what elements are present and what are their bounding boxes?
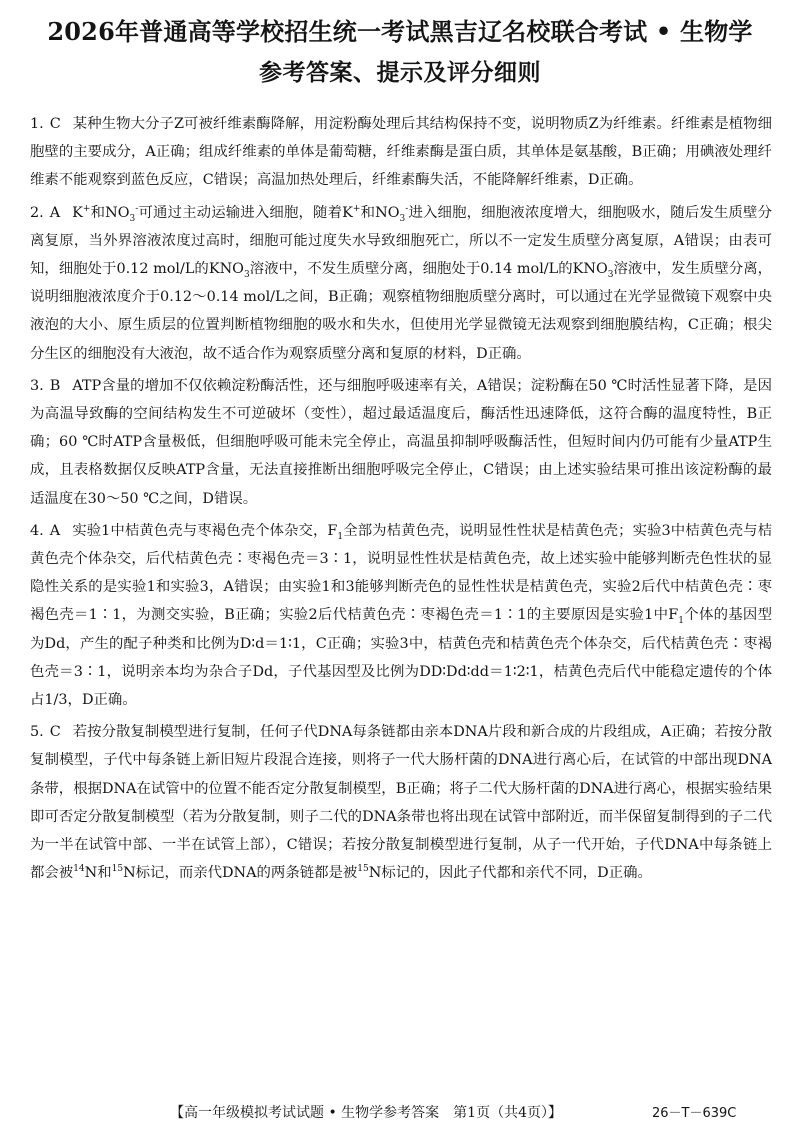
answer-letter: C bbox=[49, 116, 61, 132]
explanation-text: 溶液中，发生质壁分离，说明细胞液浓度介于0.12～0.14 mol/L之间，B正确；观察植物细胞质壁分离时，可以通过在光学显微镜下观察中央液泡的大小、原生质层的位置判断植物细胞的吸水和失水，但使用光学显微镜无法观察到细胞膜结构，C正确；根尖分生区的细胞没有大液泡，故不适合作为观察质壁分离和复原的材料，D正确。 bbox=[30, 261, 772, 362]
answer-item-1 bbox=[30, 110, 772, 195]
isotope-mass: 14 bbox=[73, 864, 85, 875]
explanation-text: 全部为桔黄色壳，说明显性性状是桔黄色壳；实验3中桔黄色壳与桔黄色壳个体杂交，后代桔黄色壳∶枣褐色壳＝3∶1，说明显性性状是桔黄色壳，故上述实验中能够判断壳色性状的显隐性关系的是实验1和实验3，A错误；由实验1和3能够判断壳色的显性性状是桔黄色壳，实验2后代中桔黄色壳∶枣褐色壳＝1∶1，为测交实验，B正确；实验2后代桔黄色壳∶枣褐色壳＝1∶1的主要原因是实验1中F bbox=[30, 522, 772, 624]
explanation-text: 可通过主动运输进入细胞，随着K bbox=[138, 204, 353, 221]
item-number: 5. bbox=[30, 724, 44, 741]
answer-item-5 bbox=[30, 718, 772, 887]
explanation-text: N标记，而亲代DNA的两条链都是被 bbox=[123, 865, 358, 882]
footer-exam-code: 26－T－639C bbox=[652, 1106, 737, 1121]
page-subtitle: 参考答案、提示及评分细则 bbox=[259, 60, 541, 86]
explanation-text: 实验1中桔黄色壳与枣褐色壳个体杂交，F bbox=[72, 522, 338, 539]
subscript: 3 bbox=[129, 213, 136, 224]
explanation-text: 进入细胞，细胞液浓度增大，细胞吸水，随后发生质壁分离复原，当外界溶液浓度过高时，细胞可能过度失水导致细胞死亡，所以不一定发生质壁分离复原，A错误；由表可知，细胞处于0.12 mol/L的KNO bbox=[30, 204, 772, 278]
isotope-mass: 15 bbox=[111, 864, 124, 875]
answer-item-4 bbox=[30, 517, 772, 714]
ion-charge: - bbox=[405, 203, 409, 214]
ion-charge: + bbox=[352, 203, 361, 214]
subscript: 3 bbox=[607, 269, 614, 280]
subscript: 3 bbox=[243, 269, 250, 280]
answer-item-3 bbox=[30, 372, 772, 513]
explanation-text: 和NO bbox=[90, 204, 130, 221]
subscript: 3 bbox=[399, 213, 406, 224]
isotope-mass: 15 bbox=[357, 864, 369, 875]
explanation-text: 若按分散复制模型进行复制，任何子代DNA每条链都由亲本DNA片段和新合成的片段组成，A正确；若按分散复制模型，子代中每条链上新旧短片段混合连接，则将子一代大肠杆菌的DNA进行离心后，在试管的中部出现DNA条带，根据DNA在试管中的位置不能否定分散复制模型，B正确；将子二代大肠杆菌的DNA进行离心，根据实验结果即可否定分散复制模型（若为分散复制，则子二代的DNA条带也将出现在试管中部附近，而半保留复制得到的子二代为一半在试管中部、一半在试管上部），C错误；若按分散复制模型进行复制，从子一代开始，子代DNA中每条链上都会被 bbox=[30, 724, 772, 882]
answer-letter: A bbox=[49, 522, 61, 539]
item-number: 4. bbox=[30, 522, 44, 539]
explanation-text: N和 bbox=[84, 865, 112, 882]
item-number: 1. bbox=[30, 116, 44, 132]
answer-list bbox=[30, 110, 772, 891]
answer-letter: B bbox=[49, 377, 61, 394]
explanation-text: 和NO bbox=[360, 204, 400, 221]
answer-letter: A bbox=[49, 204, 61, 221]
footer-page-info: 【高一年级模拟考试试题 • 生物学参考答案 第1页（共4页）】 bbox=[170, 1105, 562, 1121]
explanation-text: ATP含量的增加不仅依赖淀粉酶活性，还与细胞呼吸速率有关，A错误；淀粉酶在50 ℃时活性显著下降，是因为高温导致酶的空间结构发生不可逆破坏（变性），超过最适温度后，酶活性迅速降低，这符合酶的温度特性，B正确；60 ℃时ATP含量极低，但细胞呼吸可能未完全停止，高温虽抑制呼吸酶活性，但短时间内仍可能有少量ATP生成，且表格数据仅反映ATP含量，无法直接推断出细胞呼吸完全停止，C错误；由上述实验结果可推出该淀粉酶的最适温度在30～50 ℃之间，D错误。 bbox=[30, 377, 772, 507]
subscript: 1 bbox=[678, 616, 684, 627]
explanation-text: K bbox=[72, 204, 83, 221]
page-footer bbox=[0, 1098, 800, 1126]
ion-charge: - bbox=[135, 203, 139, 214]
explanation-text: 某种生物大分子Z可被纤维素酶降解，用淀粉酶处理后其结构保持不变，说明物质Z为纤维素。纤维素是植物细胞壁的主要成分，A正确；组成纤维素的单体是葡萄糖，纤维素酶是蛋白质，其单体是氨基酸，B正确；用碘液处理纤维素不能观察到蓝色反应，C错误；高温加热处理后，纤维素酶失活，不能降解纤维素，D正确。 bbox=[30, 116, 772, 189]
answer-letter: C bbox=[49, 724, 61, 741]
subscript: 1 bbox=[337, 531, 344, 542]
explanation-text: 个体的基因型为Dd，产生的配子种类和比例为D∶d＝1∶1，C正确；实验3中，桔黄色壳和桔黄色壳个体杂交，后代桔黄色壳∶枣褐色壳＝3∶1，说明亲本均为杂合子Dd，子代基因型及比例为DD∶Dd∶dd＝1∶2∶1，桔黄色壳后代中能稳定遗传的个体占1/3，D正确。 bbox=[30, 607, 772, 709]
page-title: 2026年普通高等学校招生统一考试黑吉辽名校联合考试 • 生物学 bbox=[47, 17, 753, 46]
explanation-text: N标记的，因此子代都和亲代不同，D正确。 bbox=[368, 865, 652, 882]
ion-charge: + bbox=[82, 203, 91, 214]
explanation-text: 溶液中，不发生质壁分离，细胞处于0.14 mol/L的KNO bbox=[249, 261, 608, 278]
item-number: 2. bbox=[30, 204, 44, 221]
answer-item-2 bbox=[30, 199, 772, 368]
item-number: 3. bbox=[30, 377, 44, 394]
